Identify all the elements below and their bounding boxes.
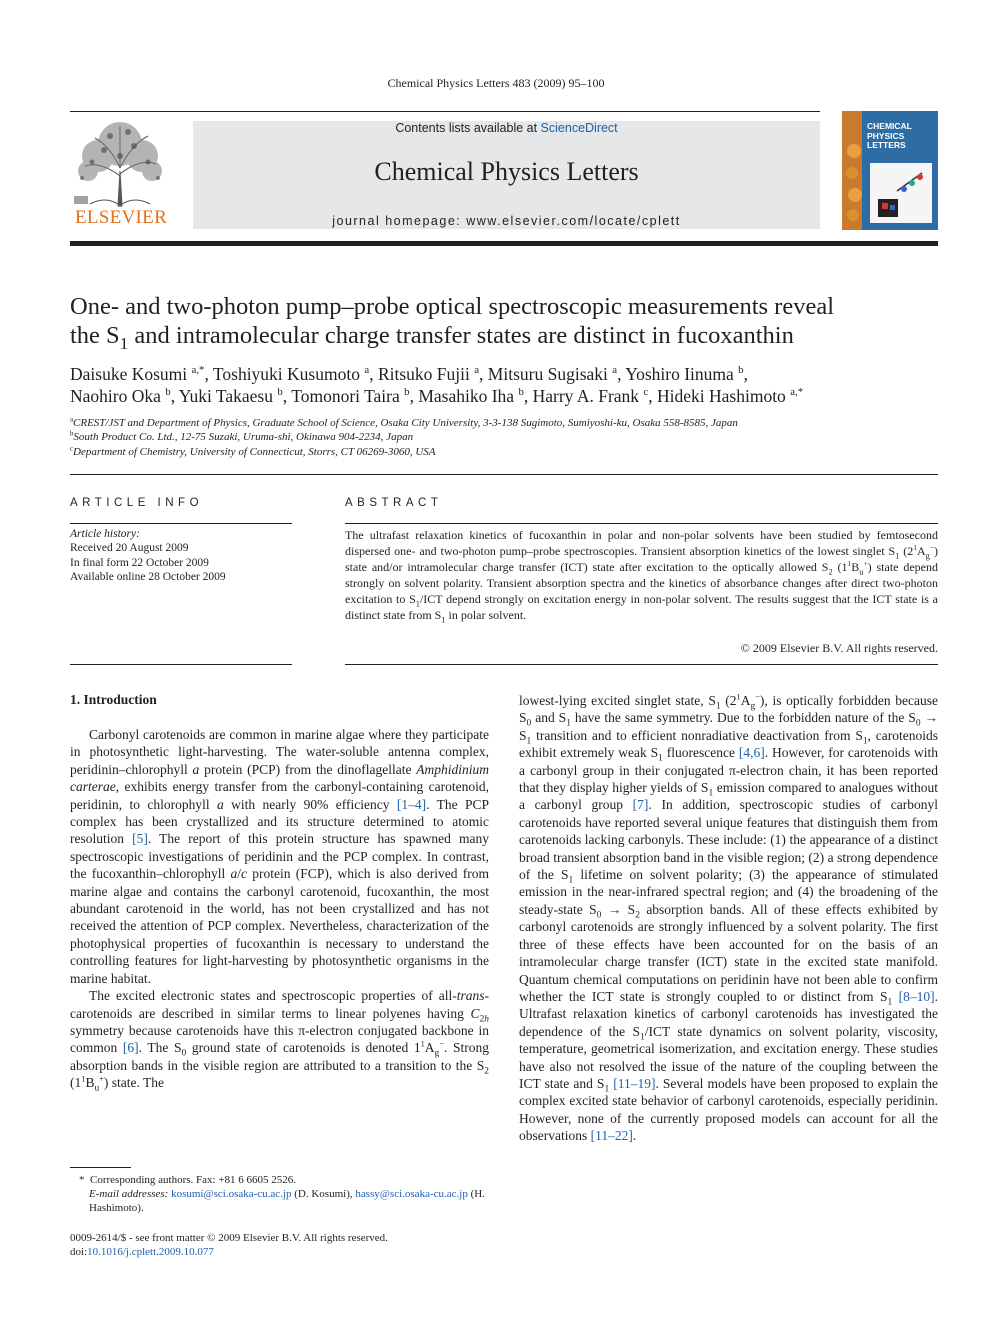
journal-reference: Chemical Physics Letters 483 (2009) 95–100	[387, 76, 605, 90]
email-link-kosumi[interactable]: kosumi@sci.osaka-cu.ac.jp	[171, 1188, 292, 1200]
article-history	[70, 527, 292, 584]
introduction-heading: 1. Introduction	[70, 692, 157, 707]
contents-prefix: Contents lists available at	[395, 121, 541, 135]
journal-name: Chemical Physics Letters	[374, 157, 639, 186]
author-list	[70, 363, 938, 407]
citation-link[interactable]: [6]	[122, 1040, 139, 1056]
author-name[interactable]: Ritsuko Fujii	[377, 364, 470, 384]
online-date: Available online 28 October 2009	[70, 570, 226, 583]
author-name[interactable]: Harry A. Frank	[532, 386, 640, 406]
elsevier-wordmark: ELSEVIER	[74, 207, 168, 228]
author-affiliation-marker[interactable]: b	[404, 386, 410, 399]
intro-paragraph-1: Carbonyl carotenoids are common in marine algae where they participate in photosynthetic light-harvesting. The water-soluble antenna complex, peridinin–chlorophyll a protein (PCP) from the dinoflagellate Amphidinium carterae, exhibits energy transfer from the carbonyl-containing carotenoid, peridinin, to chlorophyll a with nearly 90% efficiency [1–4]. The PCP complex has been crystallized and its structure determined to atomic resolution [5]. The report of this protein structure has spawned many spectroscopic investigations of peridinin and the PCP complex. In contrast, the fucoxanthin–chlorophyll a/c protein (FCP), which is also derived from marine algae and contains the carbonyl carotenoid, fucoxanthin, the most abundant carotenoid in the world, has not been crystallized and has not received the attention of PCP complex. Nevertheless, characterization of the photophysical properties of fucoxanthin is necessary to understand the controlling features for light-harvesting by photosynthetic organisms in the marine habitat.	[70, 727, 490, 986]
author-name[interactable]: Tomonori Taira	[291, 386, 400, 406]
abstract-heading: ABSTRACT	[345, 497, 443, 509]
issn-line: 0009-2614/$ - see front matter © 2009 Elsevier B.V. All rights reserved.	[70, 1232, 388, 1244]
received-date: Received 20 August 2009	[70, 542, 189, 555]
title-line-2: the $S_1$ and intramolecular charge transfer states are distinct in fucoxanthin	[70, 322, 794, 353]
author-affiliation-marker[interactable]: a	[474, 364, 480, 377]
citation-link[interactable]: [5]	[132, 831, 148, 847]
corresponding-text: Corresponding authors. Fax: +81 6 6605 2526.	[90, 1174, 297, 1186]
author-affiliation-marker[interactable]: c	[643, 386, 649, 399]
article-info-bottom-rule	[70, 664, 292, 665]
intro-paragraph-2-continued: lowest-lying excited singlet state, $S_1$ $(2^1A_g^-)$, is optically forbidden because $S_0$ and $S_1$ have the same symmetry. Due to the forbidden nature of the $S_0 \to S_1$ transition and to efficient nonradiative deactivation from $S_1$, carotenoids exhibit extremely weak $S_1$ fluorescence [4,6]. However, for carotenoids with a carbonyl group in their conjugated π-electron chain, it has been reported that they display higher yields of $S_1$ emission compared to analogues without a carbonyl group [7]. In addition, spectroscopic studies of carbonyl carotenoids have reported several unique features that distinguish them from carotenoids lacking carbonyls. These include: (1) the appearance of a distinct broad transient absorption band in the visible region; (2) a strong dependence of the $S_1$ lifetime on solvent polarity; (3) the appearance of stimulated emission in the near-infrared spectral region; and (4) the broadening of the steady-state $S_0 \to S_2$ absorption bands. All of these effects exhibited by carbonyl carotenoids are strongly influenced by a solvent polarity. The first three of these effects have been accounted for on the basis of an intramolecular charge transfer (ICT) state in the excited state manifold. Quantum chemical computations on peridinin have not been able to confirm whether the ICT state is strongly coupled to or distinct from $S_1$ [8–10]. Ultrafast relaxation kinetics of carbonyl carotenoids has investigated the dependence of the $S_1$/ICT state dynamics on solvent polarity, viscosity, temperature, geometrical isomerization, and excitation energy. These studies have also not resolved the issue of the nature of the coupling between the ICT state and $S_1$ [11–19]. Several models have been proposed to explain the complex excited state behavior of carbonyl carotenoids, especially peridinin. However, none of the currently proposed models can account for all the observations [11–22].	[519, 692, 939, 1144]
email-owner-1: (D. Kosumi),	[291, 1188, 356, 1200]
article-title	[70, 292, 938, 353]
abstract-text: The ultrafast relaxation kinetics of fucoxanthin in polar and non-polar solvents have been studied by femtosecond dispersed one- and two-photon pump–probe spectroscopies. Transient absorption kinetics of the lowest singlet $S_1$ $(2^1A_g^-)$ state and/or intramolecular charge transfer (ICT) state after excitation to the optically allowed $S_2$ $(1^1B_u^+)$ state depend strongly on solvent polarity. Transient absorption spectra and the kinetics of absorbance changes after direct two-photon excitation to $S_1$/ICT depend strongly on excitation energy in non-polar solvent. The results suggest that the ICT state is a distinct state from $S_1$ in polar solvent.	[345, 528, 939, 625]
citation-link[interactable]: [11–22]	[590, 1128, 633, 1144]
abstract-copyright: © 2009 Elsevier B.V. All rights reserved.	[740, 641, 938, 655]
doi-link[interactable]: 10.1016/j.cplett.2009.10.077	[87, 1246, 214, 1258]
journal-homepage[interactable]: journal homepage: www.elsevier.com/locate/cplett	[332, 214, 681, 228]
intro-paragraph-2: The excited electronic states and spectroscopic properties of all-trans-carotenoids are described in similar terms to linear polyenes having $C_{2h}$ symmetry because carotenoids have this π-electron conjugated backbone in common [6]. The $S_0$ ground state of carotenoids is denoted $1^1A_g^-$. Strong absorption bands in the visible region are attributed to a transition to the $S_2$ $(1^1B_u^+)$ state. The	[70, 988, 489, 1094]
author-affiliation-marker[interactable]: b	[165, 386, 171, 399]
affiliation-a: $^a$CREST/JST and Department of Physics, Graduate School of Science, Osaka City University, 3-3-138 Sugimoto, Sumiyoshi-ku, Osaka 558-8585, Japan	[70, 416, 738, 429]
final-form-date: In final form 22 October 2009	[70, 556, 209, 569]
article-info-rule	[70, 523, 292, 524]
affiliation-b: $^b$South Product Co. Ltd., 12-75 Suzaki, Uruma-shi, Okinawa 904-2234, Japan	[70, 430, 414, 443]
author-name[interactable]: Masahiko Iha	[418, 386, 515, 406]
citation-link[interactable]: [1–4]	[396, 796, 427, 812]
author-line-1: Daisuke Kosumi $^{a,*}$, Toshiyuki Kusumoto $^a$, Ritsuko Fujii $^a$, Mitsuru Sugisaki $^a$, Yoshiro Iinuma $^b$,	[70, 364, 748, 384]
affiliation-c: $^c$Department of Chemistry, University of Connecticut, Storrs, CT 06269-3060, USA	[70, 445, 436, 458]
footnote-rule	[70, 1167, 131, 1168]
cover-title: CHEMICAL PHYSICS LETTERS	[867, 121, 912, 150]
article-info-heading: ARTICLE INFO	[70, 497, 204, 509]
citation-link[interactable]: [8–10]	[898, 988, 935, 1004]
author-name[interactable]: Toshiyuki Kusumoto	[212, 364, 360, 384]
author-affiliation-marker[interactable]: a,*	[191, 364, 205, 377]
header-thick-rule	[70, 241, 938, 246]
elsevier-tree-icon	[70, 116, 170, 208]
body-column-right	[519, 692, 938, 1145]
author-name[interactable]: Yuki Takaesu	[178, 386, 273, 406]
doi-line: doi:10.1016/j.cplett.2009.10.077	[70, 1246, 214, 1258]
abstract-rule	[345, 523, 938, 524]
author-name[interactable]: Mitsuru Sugisaki	[487, 364, 608, 384]
citation-link[interactable]: [7]	[632, 797, 649, 813]
email-link-hashimoto[interactable]: hassy@sci.osaka-cu.ac.jp	[355, 1188, 468, 1200]
front-matter-info	[70, 1231, 489, 1259]
author-affiliation-marker[interactable]: a	[612, 364, 618, 377]
section-rule	[70, 474, 938, 475]
author-line-2: Naohiro Oka $^b$, Yuki Takaesu $^b$, Tomonori Taira $^b$, Masahiko Iha $^b$, Harry A. Frank $^c$, Hideki Hashimoto $^{a,*}$	[70, 386, 804, 406]
author-affiliation-marker[interactable]: a	[364, 364, 370, 377]
author-name[interactable]: Daisuke Kosumi	[70, 364, 188, 384]
sciencedirect-link[interactable]: ScienceDirect	[540, 121, 618, 135]
asterisk-marker: *	[79, 1174, 85, 1186]
email-owner-2: (H. Hashimoto).	[89, 1188, 485, 1214]
author-name[interactable]: Naohiro Oka	[70, 386, 161, 406]
author-affiliation-marker[interactable]: b	[518, 386, 524, 399]
contents-line	[193, 121, 820, 135]
email-label: E-mail addresses:	[89, 1188, 169, 1200]
author-affiliation-marker[interactable]: b	[738, 364, 744, 377]
author-affiliation-marker[interactable]: b	[277, 386, 283, 399]
citation-link[interactable]: [11–19]	[613, 1075, 656, 1091]
abstract-bottom-rule	[345, 664, 938, 665]
header-rule	[70, 111, 820, 112]
citation-link[interactable]: [4,6]	[738, 745, 765, 761]
corresponding-author-footnote	[70, 1173, 489, 1215]
body-column-left	[70, 726, 489, 1092]
title-line-1: One- and two-photon pump–probe optical spectroscopic measurements reveal	[70, 293, 835, 320]
journal-cover-thumbnail[interactable]	[842, 111, 938, 230]
history-label: Article history:	[70, 528, 140, 540]
elsevier-logo[interactable]	[70, 116, 172, 234]
author-name[interactable]: Yoshiro Iinuma	[625, 364, 734, 384]
author-name[interactable]: Hideki Hashimoto	[657, 386, 786, 406]
author-affiliation-marker[interactable]: a,*	[790, 386, 804, 399]
